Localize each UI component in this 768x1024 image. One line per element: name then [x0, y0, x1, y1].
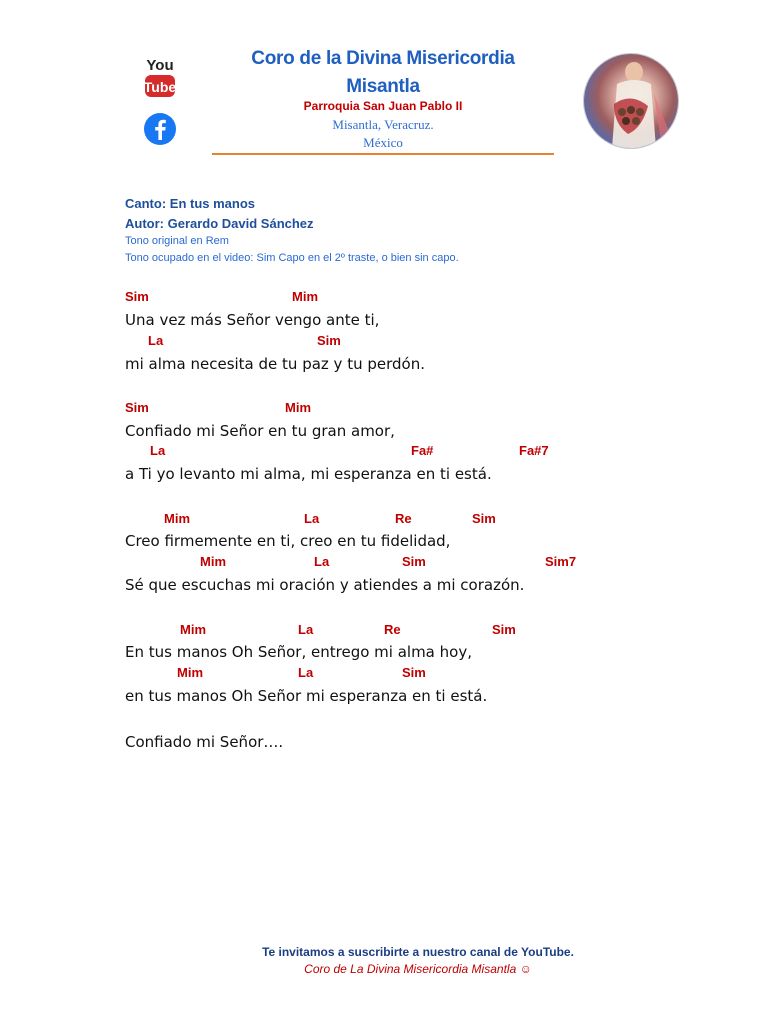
chord: La — [298, 622, 314, 637]
chord: Mim — [285, 400, 311, 415]
chord: Fa#7 — [519, 443, 549, 458]
chord: Sim — [402, 665, 426, 680]
country-name: México — [363, 135, 403, 150]
chord: Sim7 — [545, 554, 577, 569]
facebook-icon[interactable] — [143, 112, 177, 146]
song-author: Autor: Gerardo David Sánchez — [125, 216, 314, 231]
lyric-line: Confiado mi Señor…. — [125, 733, 284, 751]
original-key: Tono original en Rem — [125, 235, 229, 247]
chord: Mim — [164, 511, 190, 526]
lyric-line: mi alma necesita de tu paz y tu perdón. — [125, 355, 425, 373]
chord: Fa# — [411, 443, 434, 458]
chord: Sim — [492, 622, 516, 637]
header-divider — [212, 153, 554, 155]
chord: Sim — [402, 554, 426, 569]
chord: La — [314, 554, 330, 569]
chord: Sim — [125, 400, 149, 415]
chord: Re — [384, 622, 401, 637]
chord: Mim — [180, 622, 206, 637]
city-name: Misantla, Veracruz. — [332, 117, 434, 132]
video-key: Tono ocupado en el video: Sim Capo en el 2º traste, o bien sin capo. — [125, 252, 459, 264]
chord: La — [150, 443, 166, 458]
chord: Mim — [200, 554, 226, 569]
lyric-line: Sé que escuchas mi oración y atiendes a mi corazón. — [125, 576, 525, 594]
svg-text:Tube: Tube — [144, 79, 176, 95]
chord: La — [148, 333, 164, 348]
svg-text:You: You — [146, 57, 174, 74]
chord: Mim — [292, 289, 318, 304]
chord: Sim — [317, 333, 341, 348]
lyric-line: Creo firmemente en ti, creo en tu fidelidad, — [125, 532, 451, 550]
lyric-line: en tus manos Oh Señor mi esperanza en ti está. — [125, 687, 488, 705]
chord: Mim — [177, 665, 203, 680]
parish-name: Parroquia San Juan Pablo II — [303, 99, 463, 113]
footer-signature: Coro de La Divina Misericordia Misantla ☺ — [304, 962, 532, 976]
lyric-line: Confiado mi Señor en tu gran amor, — [125, 422, 395, 440]
divine-mercy-image — [584, 54, 678, 148]
lyric-line: Una vez más Señor vengo ante ti, — [125, 311, 380, 329]
song-title: Canto: En tus manos — [125, 196, 256, 211]
page-subtitle: Misantla — [346, 76, 420, 97]
page-title: Coro de la Divina Misericordia — [251, 48, 515, 69]
chord: Sim — [472, 511, 496, 526]
chord: Re — [395, 511, 412, 526]
youtube-icon[interactable] — [144, 55, 176, 99]
lyric-line: En tus manos Oh Señor, entrego mi alma hoy, — [125, 643, 472, 661]
chord: La — [298, 665, 314, 680]
chord: La — [304, 511, 320, 526]
footer-invitation: Te invitamos a suscribirte a nuestro canal de YouTube. — [262, 945, 574, 959]
chord: Sim — [125, 289, 149, 304]
lyric-line: a Ti yo levanto mi alma, mi esperanza en ti está. — [125, 465, 492, 483]
